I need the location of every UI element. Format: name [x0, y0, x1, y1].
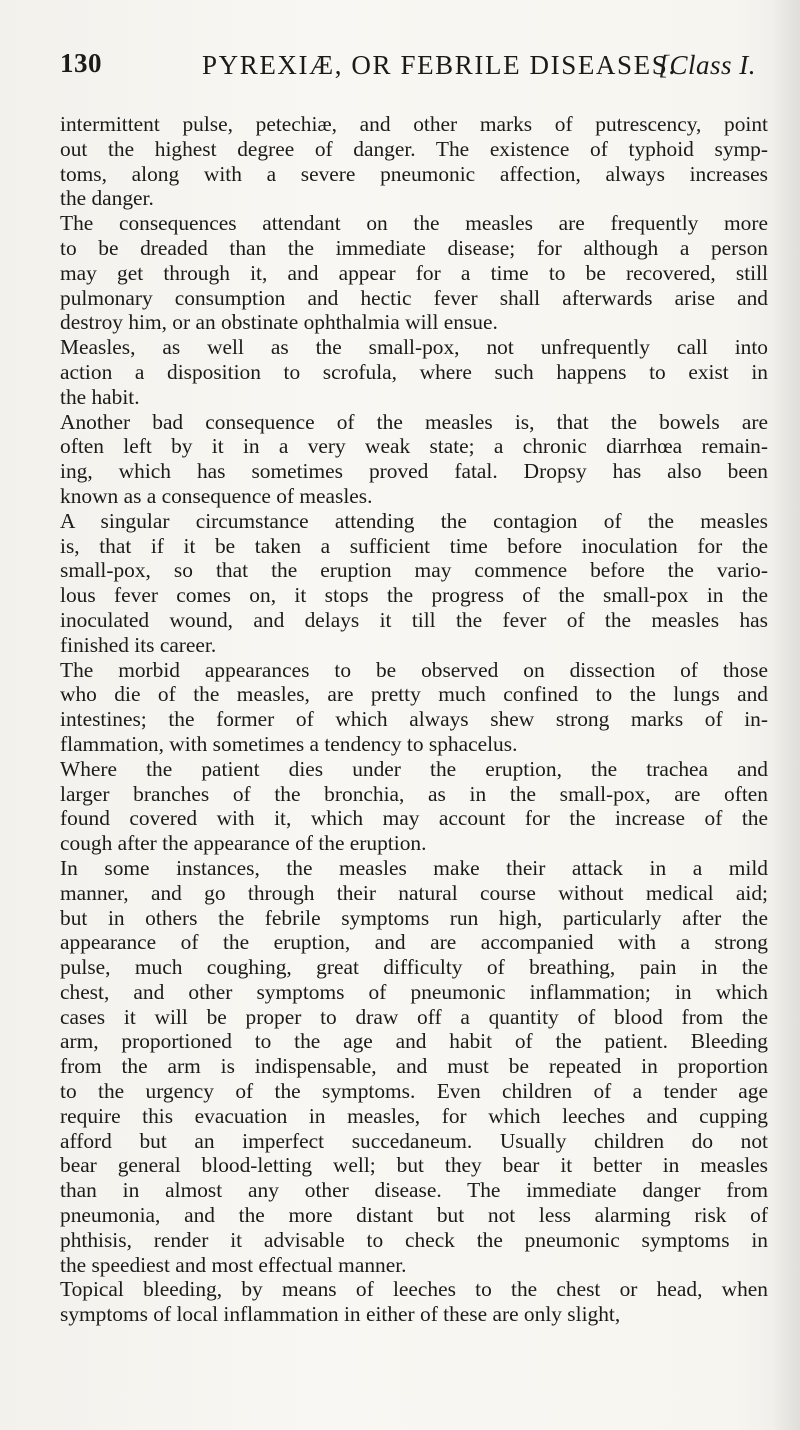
- class-label: [Class I.: [658, 50, 756, 80]
- text-line: finished its career.: [60, 632, 217, 657]
- text-line: to be dreaded than the immediate disease; for although a person: [60, 235, 768, 260]
- text-line: Measles, as well as the small-pox, not unfrequently call into: [60, 335, 768, 360]
- text-line: ing, which has sometimes proved fatal. Dropsy has also been: [60, 459, 768, 484]
- text-line: pulmonary consumption and hectic fever shall afterwards arise and: [60, 285, 768, 310]
- page-number: 130: [60, 48, 102, 78]
- text-line: known as a consequence of measles.: [60, 483, 373, 508]
- text-line: pneumonia, and the more distant but not less alarming risk of: [60, 1203, 768, 1228]
- text-line: intestines; the former of which always shew strong marks of in-: [60, 707, 768, 732]
- text-line: intermittent pulse, petechiæ, and other marks of putrescency, point: [60, 112, 768, 136]
- page-edge-shadow: [772, 0, 800, 1430]
- text-line: destroy him, or an obstinate ophthalmia will ensue.: [60, 310, 498, 335]
- text-line: require this evacuation in measles, for which leeches and cupping: [60, 1103, 768, 1128]
- text-line: Another bad consequence of the measles is, that the bowels are: [60, 409, 768, 434]
- text-line: the danger.: [60, 186, 154, 211]
- body-text: [60, 112, 768, 1327]
- text-line: The morbid appearances to be observed on dissection of those: [60, 657, 768, 682]
- text-line: often left by it in a very weak state; a chronic diarrhœa remain-: [60, 434, 768, 459]
- text-line: pulse, much coughing, great difficulty of breathing, pain in the: [60, 955, 768, 980]
- text-line: to the urgency of the symptoms. Even children of a tender age: [60, 1079, 768, 1104]
- text-line: than in almost any other disease. The immediate danger from: [60, 1178, 768, 1203]
- running-title: PYREXIÆ, OR FEBRILE DISEASES.: [202, 50, 677, 80]
- text-line: Where the patient dies under the eruption, the trachea and: [60, 756, 768, 781]
- text-line: out the highest degree of danger. The existence of typhoid symp-: [60, 136, 768, 161]
- text-line: chest, and other symptoms of pneumonic inflammation; in which: [60, 979, 768, 1004]
- text-line: symptoms of local inflammation in either of these are only slight,: [60, 1302, 621, 1327]
- text-line: larger branches of the bronchia, as in the small-pox, are often: [60, 781, 768, 806]
- text-line: is, that if it be taken a sufficient time before inoculation for the: [60, 533, 768, 558]
- text-line: action a disposition to scrofula, where such happens to exist in: [60, 359, 768, 384]
- text-line: the habit.: [60, 384, 140, 409]
- text-line: Topical bleeding, by means of leeches to the chest or head, when: [60, 1277, 768, 1302]
- text-line: found covered with it, which may account for the increase of the: [60, 806, 768, 831]
- text-line: The consequences attendant on the measles are frequently more: [60, 211, 768, 236]
- page-header: [60, 48, 770, 88]
- text-line: toms, along with a severe pneumonic affection, always increases: [60, 161, 768, 186]
- text-line: but in others the febrile symptoms run high, particularly after the: [60, 905, 768, 930]
- text-line: phthisis, render it advisable to check the pneumonic symptoms in: [60, 1227, 768, 1252]
- text-line: from the arm is indispensable, and must be repeated in proportion: [60, 1054, 768, 1079]
- text-line: the speediest and most effectual manner.: [60, 1252, 407, 1277]
- text-line: lous fever comes on, it stops the progress of the small-pox in the: [60, 583, 768, 608]
- text-line: bear general blood-letting well; but they bear it better in measles: [60, 1153, 768, 1178]
- text-line: arm, proportioned to the age and habit of the patient. Bleeding: [60, 1029, 768, 1054]
- text-line: who die of the measles, are pretty much confined to the lungs and: [60, 682, 768, 707]
- text-line: A singular circumstance attending the contagion of the measles: [60, 508, 768, 533]
- text-line: appearance of the eruption, and are accompanied with a strong: [60, 930, 768, 955]
- text-line: may get through it, and appear for a time to be recovered, still: [60, 260, 768, 285]
- text-line: flammation, with sometimes a tendency to sphacelus.: [60, 731, 518, 756]
- text-line: inoculated wound, and delays it till the fever of the measles has: [60, 607, 768, 632]
- text-line: cases it will be proper to draw off a quantity of blood from the: [60, 1004, 768, 1029]
- text-line: In some instances, the measles make their attack in a mild: [60, 855, 768, 880]
- text-line: manner, and go through their natural course without medical aid;: [60, 880, 768, 905]
- text-line: small-pox, so that the eruption may commence before the vario-: [60, 558, 768, 583]
- text-line: cough after the appearance of the eruption.: [60, 831, 427, 856]
- text-line: afford but an imperfect succedaneum. Usually children do not: [60, 1128, 768, 1153]
